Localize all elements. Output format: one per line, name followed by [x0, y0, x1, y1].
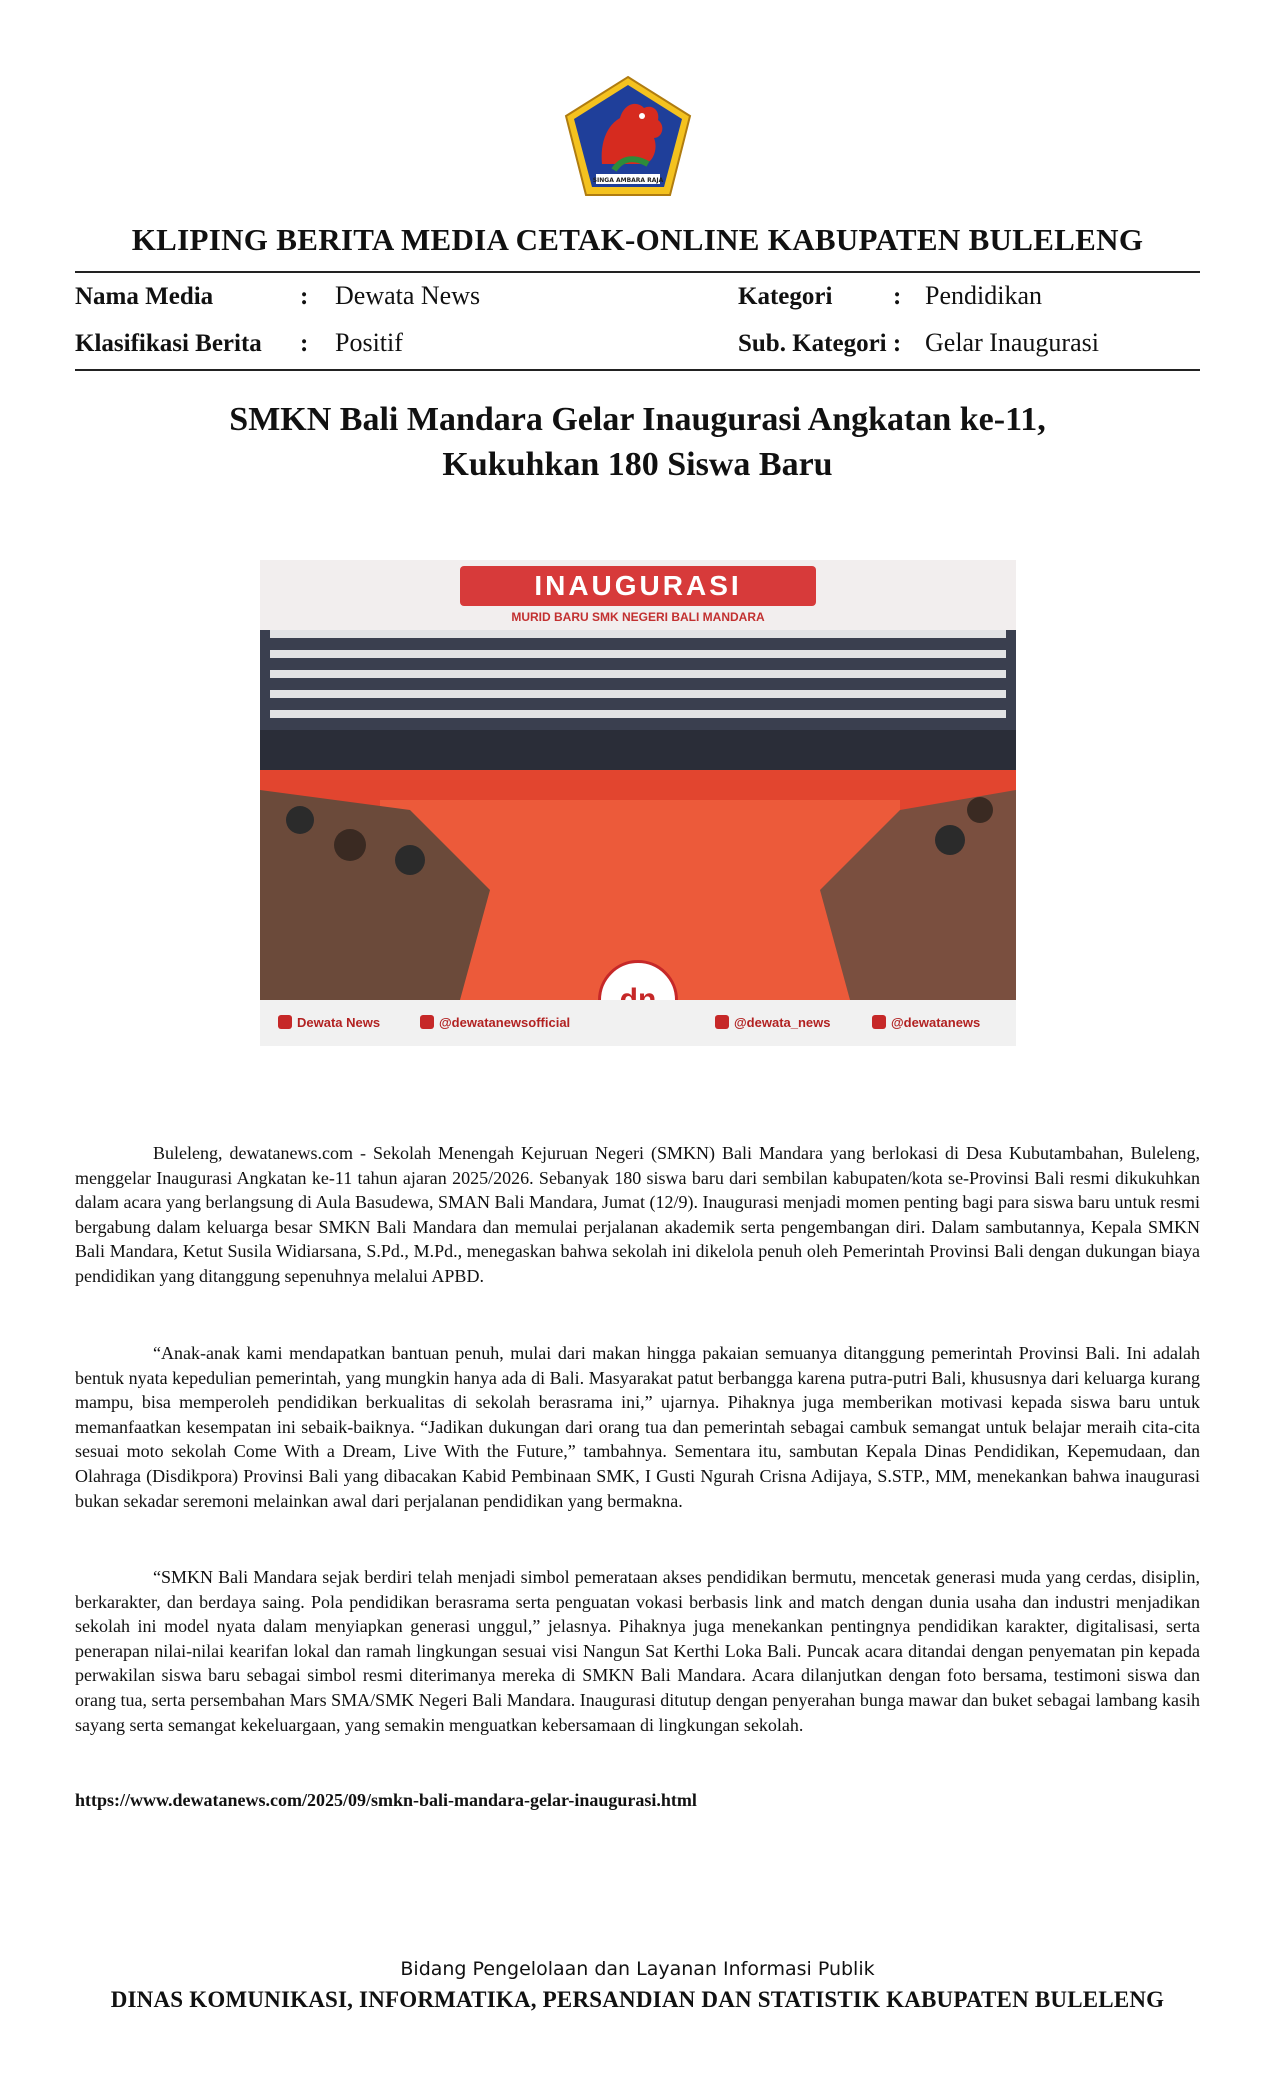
- article-paragraph-3: “SMKN Bali Mandara sejak berdiri telah menjadi simbol pemerataan akses pendidikan bermutu, mencetak generasi muda yang cerdas, disiplin, berkarakter, dan berdaya saing. Pola pendidikan berasrama serta penguatan vokasi berbasis link and match dengan dunia usaha dan industri menjadikan sekolah ini model nyata dalam menyiapkan generasi unggul,” jelasnya. Pihaknya juga menekankan pentingnya pendidikan karakter, digitalisasi, serta penerapan nilai-nilai kearifan lokal dan ramah lingkungan sesuai visi Nangun Sat Kerthi Loka Bali. Puncak acara ditandai dengan penyematan pin kepada perwakilan siswa baru sebagai simbol resmi diterimanya mereka di SMKN Bali Mandara. Acara dilanjutkan dengan foto bersama, testimoni siswa dan orang tua, serta persembahan Mars SMA/SMK Negeri Bali Mandara. Inaugurasi ditutup dengan penyerahan bunga mawar dan buket sebagai lambang kasih sayang serta semangat kekeluargaan, yang semakin menguatkan kebersamaan di lingkungan sekolah.: [75, 1567, 1200, 1735]
- subkategori-value: Gelar Inaugurasi: [925, 328, 1099, 357]
- source-url-link[interactable]: https://www.dewatanews.com/2025/09/smkn-bali-mandara-gelar-inaugurasi.html: [75, 1790, 697, 1810]
- headline-line-1: SMKN Bali Mandara Gelar Inaugurasi Angkatan ke-11,: [229, 401, 1046, 438]
- media-value: Dewata News: [335, 281, 481, 310]
- tiktok-icon: [872, 1015, 886, 1029]
- emblem-motto: SINGA AMBARA RAJA: [592, 177, 664, 184]
- twitter-icon: [715, 1015, 729, 1029]
- kategori-value: Pendidikan: [925, 281, 1042, 310]
- klasifikasi-label: Klasifikasi Berita: [75, 330, 262, 357]
- footer-unit: Bidang Pengelolaan dan Layanan Informasi Publik: [400, 1958, 875, 1980]
- instagram-icon: [420, 1015, 434, 1029]
- bottom-divider: [75, 369, 1200, 371]
- article-paragraph-2: “Anak-anak kami mendapatkan bantuan penuh, mulai dari makan hingga pakaian semuanya ditanggung pemerintah Provinsi Bali. Ini adalah bentuk nyata kepedulian pemerintah, yang mungkin hanya ada di Bali. Masyarakat patut berbangga karena putra-putri Bali, khususnya dari keluarga kurang mampu, bisa memperoleh pendidikan berkualitas di sekolah berasrama ini,” ujarnya. Pihaknya juga memberikan motivasi kepada siswa baru untuk memanfaatkan kesempatan ini sebaik-baiknya. “Jadikan dukungan dari orang tua dan pemerintah sebagai cambuk semangat untuk belajar meraih cita-cita sesuai moto sekolah Come With a Dream, Live With the Future,” tambahnya. Sementara itu, sambutan Kepala Dinas Pendidikan, Kepemudaan, dan Olahraga (Disdikpora) Provinsi Bali yang dibacakan Kabid Pembinaan SMK, I Gusti Ngurah Crisna Adijaya, S.STP., MM, menekankan bahwa inaugurasi bukan sekadar seremoni melainkan awal dari perjalanan pendidikan yang bermakna.: [75, 1343, 1200, 1511]
- twitter-handle: @dewata_news: [715, 1015, 831, 1030]
- photo-social-bar: [260, 1000, 1016, 1046]
- photo-banner: [260, 560, 1016, 630]
- kategori-colon: :: [893, 283, 902, 310]
- top-divider: [75, 271, 1200, 273]
- buleleng-coat-of-arms-icon: [562, 74, 694, 198]
- klasifikasi-value: Positif: [335, 328, 403, 357]
- instagram-handle: @dewatanewsofficial: [420, 1015, 570, 1030]
- article-headline: [0, 397, 1275, 487]
- media-colon: :: [300, 283, 309, 310]
- kategori-label: Kategori: [738, 283, 833, 310]
- facebook-handle: Dewata News: [278, 1015, 380, 1030]
- subkategori-label: Sub. Kategori :: [738, 330, 902, 357]
- banner-title: INAUGURASI: [460, 566, 816, 606]
- footer-agency: DINAS KOMUNIKASI, INFORMATIKA, PERSANDIAN DAN STATISTIK KABUPATEN BULELENG: [110, 1987, 1165, 2012]
- tiktok-handle: @dewatanews: [872, 1015, 980, 1030]
- banner-subtitle: MURID BARU SMK NEGERI BALI MANDARA: [511, 610, 765, 624]
- headline-line-2: Kukuhkan 180 Siswa Baru: [442, 446, 833, 483]
- media-label: Nama Media: [75, 283, 214, 310]
- facebook-icon: [278, 1015, 292, 1029]
- article-paragraph-1: Buleleng, dewatanews.com - Sekolah Menengah Kejuruan Negeri (SMKN) Bali Mandara yang berlokasi di Desa Kubutambahan, Buleleng, menggelar Inaugurasi Angkatan ke-11 tahun ajaran 2025/2026. Sebanyak 180 siswa baru dari sembilan kabupaten/kota se-Provinsi Bali resmi dikukuhkan dalam acara yang berlangsung di Aula Basudewa, SMAN Bali Mandara, Jumat (12/9). Inaugurasi menjadi momen penting bagi para siswa baru untuk resmi bergabung dalam keluarga besar SMKN Bali Mandara dan memulai perjalanan akademik serta pengembangan diri. Dalam sambutannya, Kepala SMKN Bali Mandara, Ketut Susila Widiarsana, S.Pd., M.Pd., menegaskan bahwa sekolah ini dikelola penuh oleh Pemerintah Provinsi Bali dengan dukungan biaya pendidikan yang ditanggung sepenuhnya melalui APBD.: [75, 1143, 1200, 1286]
- document-title: KLIPING BERITA MEDIA CETAK-ONLINE KABUPATEN BULELENG: [131, 222, 1144, 257]
- klasifikasi-colon: :: [300, 330, 309, 357]
- news-photo: [260, 560, 1016, 1046]
